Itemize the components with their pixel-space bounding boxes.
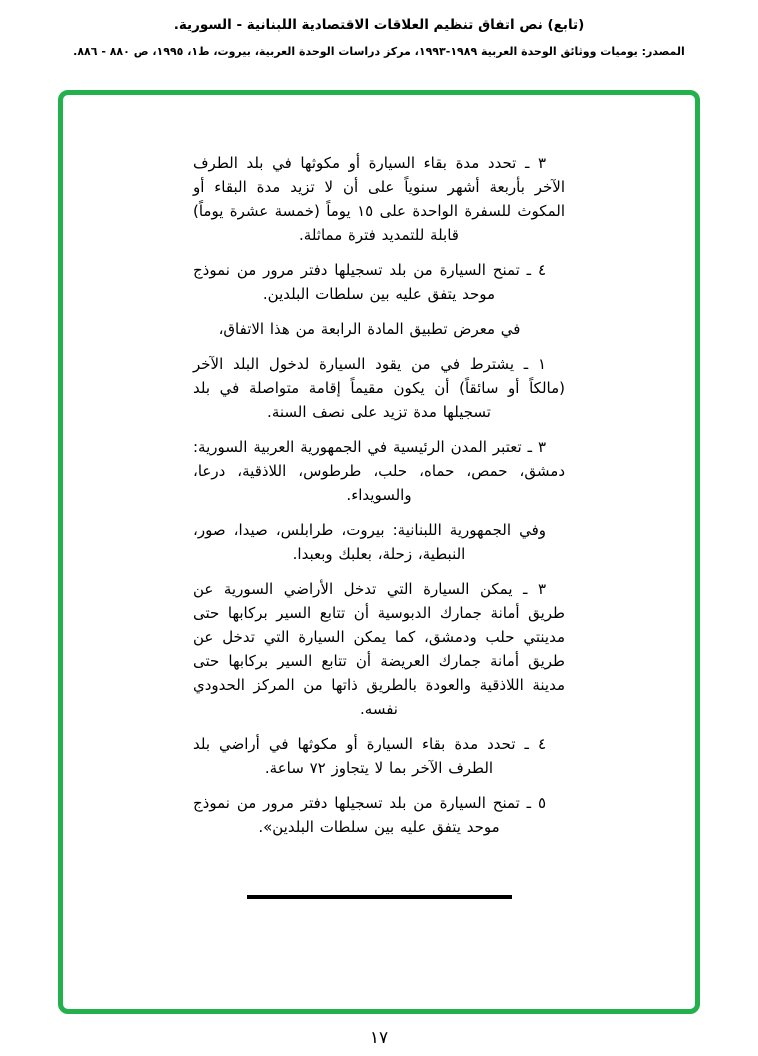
section-divider-rule [247,895,512,899]
page-title: (تابع) نص اتفاق تنظيم العلاقات الاقتصادية اللبنانية - السورية. [173,17,585,33]
paragraph: ٥ ـ تمنح السيارة من بلد تسجيلها دفتر مرور من نموذج موحد يتفق عليه بين سلطات البلدين». [193,794,546,836]
paragraph: ١ ـ يشترط في من يقود السيارة لدخول البلد الآخر (مالكاً أو سائقاً) أن يكون مقيماً إقامة متواصلة في بلد تسجيلها مدة تزيد على نصف السنة. [193,355,565,421]
paragraph: وفي الجمهورية اللبنانية: بيروت، طرابلس، صيدا، صور، النبطية، زحلة، بعلبك وبعبدا. [193,521,546,563]
paragraph: ٣ ـ يمكن السيارة التي تدخل الأراضي السورية عن طريق أمانة جمارك الدبوسية أن تتابع السير بركابها حتى مدينتي حلب ودمشق، كما يمكن السيارة التي تدخل عن طريق أمانة جمارك العريضة أن تتابع السير بركابها حتى مدينة اللاذقية والعودة بالطريق ذاتها من المركز الحدودي نفسه. [193,580,565,718]
source-citation: المصدر: يوميات ووثائق الوحدة العربية ١٩٨٩-١٩٩٣، مركز دراسات الوحدة العربية، بيروت، ط١، ١٩٩٥، ص ٨٨٠ - ٨٨٦. [73,45,685,58]
paragraph: ٣ ـ تعتبر المدن الرئيسية في الجمهورية العربية السورية: دمشق، حمص، حماه، حلب، طرطوس، اللاذقية، درعا، والسويداء. [193,438,565,504]
paragraph: ٣ ـ تحدد مدة بقاء السيارة أو مكوثها في بلد الطرف الآخر بأربعة أشهر سنوياً على أن لا تزيد مدة البقاء أو المكوث للسفرة الواحدة على ١٥ يوماً (خمسة عشرة يوماً) قابلة للتمديد فترة مماثلة. [193,154,565,244]
green-border-frame [58,90,700,1014]
document-body [193,151,565,839]
paragraph: ٤ ـ تمنح السيارة من بلد تسجيلها دفتر مرور من نموذج موحد يتفق عليه بين سلطات البلدين. [193,261,546,303]
paragraph: في معرض تطبيق المادة الرابعة من هذا الاتفاق، [218,320,521,338]
page-number: ١٧ [369,1028,389,1048]
paragraph: ٤ ـ تحدد مدة بقاء السيارة أو مكوثها في أراضي بلد الطرف الآخر بما لا يتجاوز ٧٢ ساعة. [193,735,546,777]
